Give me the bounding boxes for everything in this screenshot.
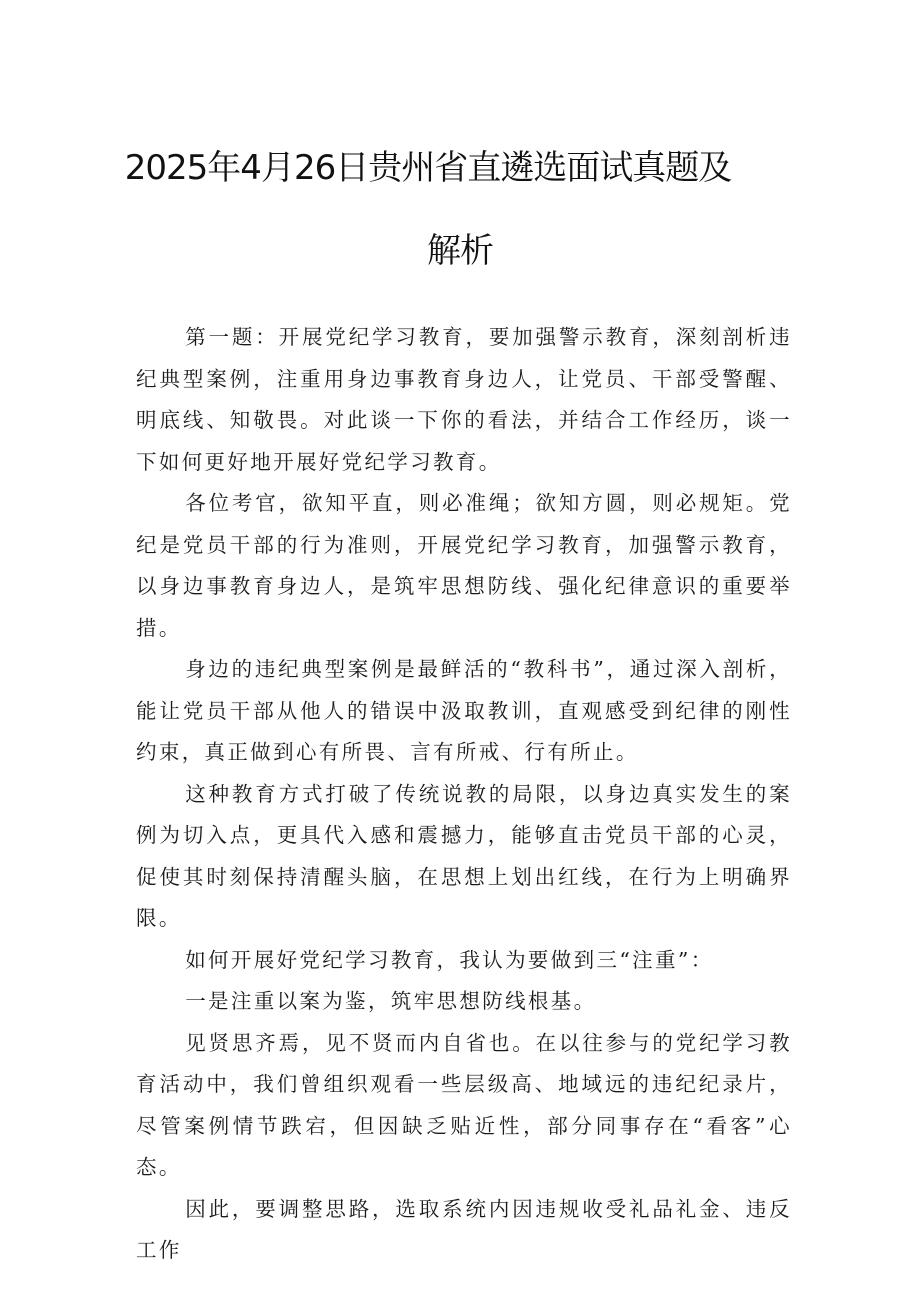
paragraph: 第一题：开展党纪学习教育，要加强警示教育，深刻剖析违纪典型案例，注重用身边事教育身边人，让党员、干部受警醒、明底线、知敬畏。对此谈一下你的看法，并结合工作经历，谈一下如何更好地开展好党纪学习教育。 [136,325,792,474]
paragraph: 如何开展好党纪学习教育，我认为要做到三“注重”： [185,947,714,972]
paragraph: 各位考官，欲知平直，则必准绳；欲知方圆，则必规矩。党纪是党员干部的行为准则，开展党纪学习教育，加强警示教育，以身边事教育身边人，是筑牢思想防线、强化纪律意识的重要举措。 [136,491,792,640]
document-title-line-1: 2025年4月26日贵州省直遴选面试真题及 [124,148,732,188]
paragraph: 一是注重以案为鉴，筑牢思想防线根基。 [185,989,597,1013]
paragraph: 见贤思齐焉，见不贤而内自省也。在以往参与的党纪学习教育活动中，我们曾组织观看一些层级高、地域远的违纪纪录片，尽管案例情节跌宕，但因缺乏贴近性，部分同事存在“看客”心态。 [136,1030,792,1179]
paragraph: 身边的违纪典型案例是最鲜活的“教科书”，通过深入剖析，能让党员干部从他人的错误中汲取教训，直观感受到纪律的刚性约束，真正做到心有所畏、言有所戒、行有所止。 [136,657,792,764]
document-body [136,317,792,1272]
document-title-line-2: 解析 [427,231,493,271]
paragraph: 这种教育方式打破了传统说教的局限，以身边真实发生的案例为切入点，更具代入感和震撼力，能够直击党员干部的心灵，促使其时刻保持清醒头脑，在思想上划出红线，在行为上明确界限。 [136,781,792,930]
paragraph: 因此，要调整思路，选取系统内因违规收受礼品礼金、违反工作 [136,1196,792,1262]
